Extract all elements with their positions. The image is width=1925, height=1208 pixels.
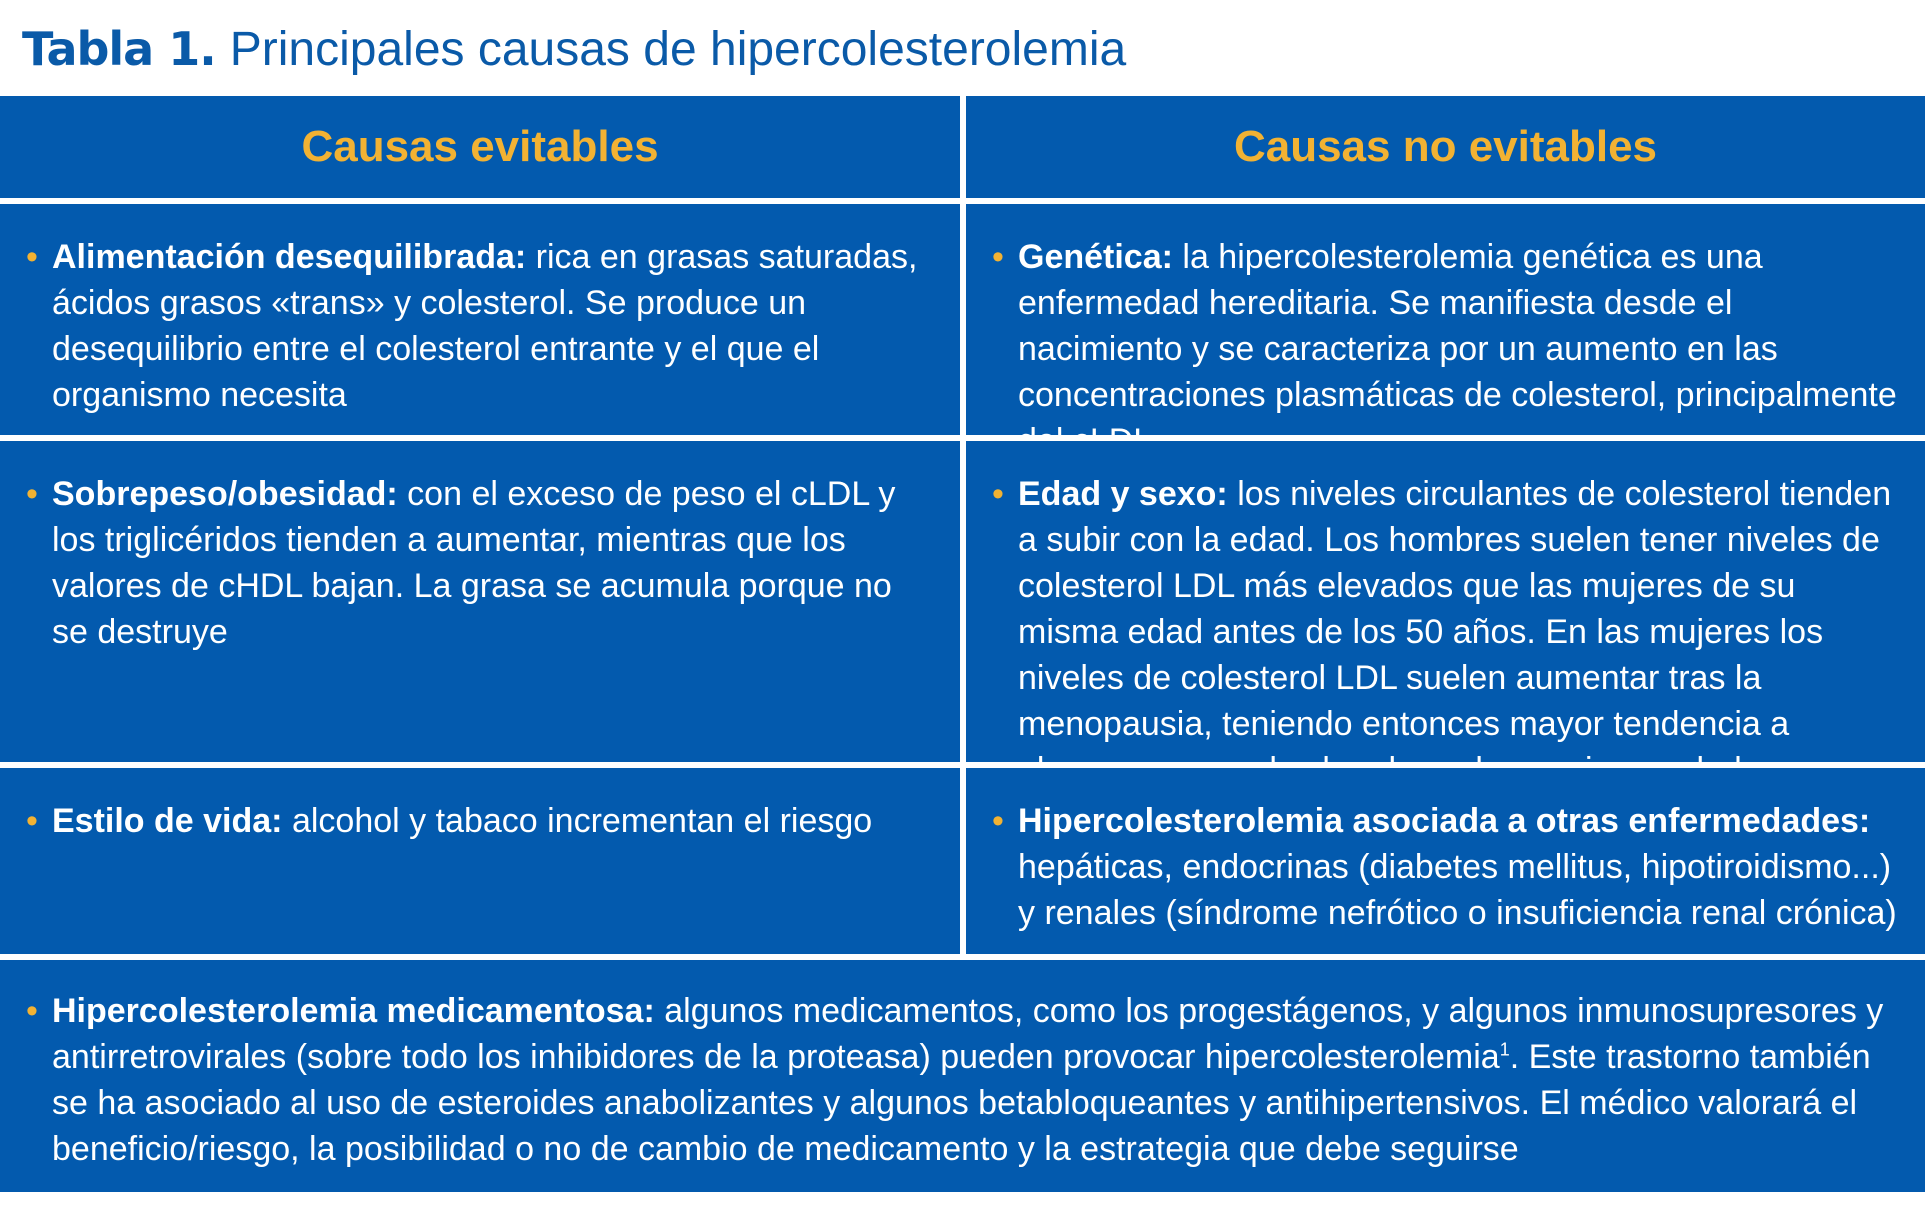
cell-overweight [0, 441, 960, 762]
causes-table [0, 96, 1925, 1198]
list-item [992, 798, 1897, 936]
item-term: Sobrepeso/obesidad: [52, 475, 398, 513]
cell-genetics [966, 204, 1925, 435]
table-title [22, 14, 1126, 84]
bullet-icon: • [992, 802, 1004, 840]
cell-lifestyle [0, 768, 960, 954]
cell-other-diseases [966, 768, 1925, 954]
footnote-reference: 1 [1499, 1039, 1510, 1060]
item-text: la hipercolesterolemia genética es una enfermedad hereditaria. Se manifiesta desde el nacimiento y se caracteriza por un aumento en las concentraciones plasmáticas de colesterol, principalmente [1018, 238, 1897, 414]
item-term: Estilo de vida: [52, 802, 283, 840]
bullet-icon: • [26, 475, 38, 513]
list-item [26, 234, 932, 418]
item-term: Genética: [1018, 238, 1173, 276]
item-term: Hipercolesterolemia medicamentosa: [52, 992, 655, 1030]
item-text: rica en grasas saturadas, ácidos grasos «trans» y colesterol. Se produce un desequilibrio entre el colesterol entrante y el que el organismo necesita [52, 238, 918, 414]
item-text: los niveles circulantes de colesterol tienden a subir con la edad. Los hombres suelen tener niveles de colesterol LDL más elevados que las mujeres de su misma edad antes de los 50 años. En las mujeres los niveles de colesterol LDL suelen aumentar tras la menopausia, teniendo entonces mayor tendencia a [1018, 475, 1892, 743]
list-item [26, 471, 932, 655]
item-term: Alimentación desequilibrada: [52, 238, 527, 276]
list-item [26, 798, 932, 844]
cell-age-sex [966, 441, 1925, 762]
header-unavoidable-causes: Causas no evitables [966, 96, 1925, 198]
item-text: alcohol y tabaco incrementan el riesgo [282, 802, 873, 840]
bullet-icon: • [26, 992, 38, 1030]
bullet-icon: • [992, 475, 1004, 513]
item-text: algunos medicamentos, como los progestágenos, y algunos inmunosupresores y antirretrovirales (sobre todo los inhibidores de la proteasa) pueden provocar hipercolesterolemia [52, 992, 1884, 1076]
item-text: hepáticas, endocrinas (diabetes mellitus, hipotiroidismo...) y renales (síndrome nefrótico o insuficiencia renal crónica) [1018, 848, 1897, 932]
header-avoidable-causes: Causas evitables [0, 96, 960, 198]
list-item [992, 471, 1897, 793]
bullet-icon: • [992, 238, 1004, 276]
item-text-continued: . Este trastorno también se ha asociado al uso de esteroides anabolizantes y algunos betabloqueantes y antihipertensivos. El médico valorará el beneficio/riesgo, la posibilidad o no de cambio de medicamento y la estrategia que debe seguirse [52, 1038, 1871, 1168]
item-text: con el exceso de peso el cLDL y los triglicéridos tienden a aumentar, mientras que los valores de cHDL bajan. La grasa se acumula porque no se destruye [52, 475, 896, 651]
bullet-icon: • [26, 802, 38, 840]
table-title-text: Principales causas de hipercolesterolemia [229, 22, 1127, 76]
cell-medication [0, 960, 1925, 1192]
item-term: Edad y sexo: [1018, 475, 1228, 513]
table-number-label: Tabla 1. [22, 22, 216, 76]
list-item [26, 988, 1897, 1172]
bullet-icon: • [26, 238, 38, 276]
list-item [992, 234, 1897, 464]
cell-diet [0, 204, 960, 435]
item-term: Hipercolesterolemia asociada a otras enfermedades: [1018, 802, 1871, 840]
